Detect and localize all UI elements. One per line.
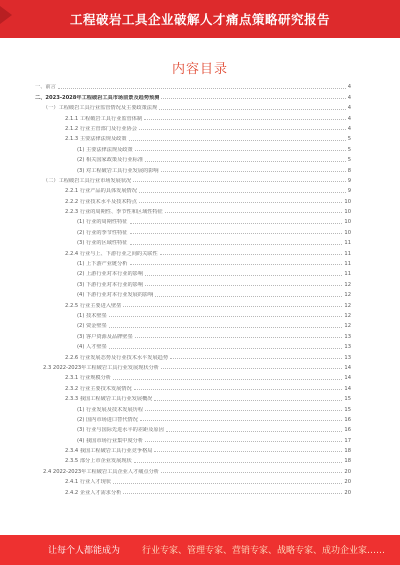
toc-entry-title: (3) 行业的区域性特征 (77, 240, 128, 247)
toc-entry-title: 二、2023-2028年工程破岩工具市场前景及趋势预测 (35, 94, 160, 101)
toc-entry-page: 11 (344, 271, 351, 278)
toc-entry-title: 2.3.3 我国工程破岩工具行业发展概况 (65, 396, 153, 403)
toc-leader-dots (139, 192, 346, 193)
footer-slogan (48, 543, 385, 556)
toc-entry-title: 2.3.4 我国工程破岩工具行业竞争格局 (65, 448, 153, 455)
toc-entry-title: 2.1.3 主要法律法规及政策 (65, 136, 127, 143)
toc-leader-dots (139, 202, 342, 203)
toc-entry-title: (3) 下游行业对本行业的影响 (77, 281, 144, 288)
toc-entry-title: (1) 行业的周期性特征 (77, 219, 128, 226)
toc-entry-page: 5 (347, 136, 351, 143)
toc-entry-title: (3) 客户资源及品牌壁垒 (77, 333, 133, 340)
toc-entry[interactable] (35, 319, 351, 329)
toc-entry-page: 8 (347, 167, 351, 174)
toc-entry-page: 18 (344, 448, 351, 455)
toc-leader-dots (140, 420, 343, 421)
toc-leader-dots (159, 109, 346, 110)
toc-entry[interactable] (35, 350, 351, 360)
toc-leader-dots (161, 98, 345, 99)
toc-entry-title: (4) 下游行业对本行业发展的影响 (77, 292, 154, 299)
toc-leader-dots (161, 472, 342, 473)
toc-entry[interactable] (35, 277, 351, 287)
toc-entry-page: 10 (344, 209, 351, 216)
toc-entry-title: 2.4 2022-2023年工程破岩工具企业人才痛点分析 (43, 468, 159, 475)
toc-entry[interactable] (35, 298, 351, 308)
toc-entry-page: 16 (344, 427, 351, 434)
toc-entry[interactable] (35, 361, 351, 371)
toc-entry[interactable] (35, 194, 351, 204)
toc-entry[interactable] (35, 236, 351, 246)
toc-entry-page: 14 (344, 375, 351, 382)
toc-entry[interactable] (35, 454, 351, 464)
toc-leader-dots (155, 296, 342, 297)
toc-entry[interactable] (35, 309, 351, 319)
toc-leader-dots (130, 244, 343, 245)
toc-entry-page: 14 (344, 364, 351, 371)
toc-entry-title: (3) 对工程破岩工具行业发展的影响 (77, 167, 159, 174)
toc-entry-page: 12 (344, 302, 351, 309)
toc-entry[interactable] (35, 205, 351, 215)
toc-leader-dots (166, 431, 343, 432)
toc-entry-page: 10 (344, 198, 351, 205)
toc-entry-page: 13 (344, 354, 351, 361)
toc-entry[interactable] (35, 132, 351, 142)
toc-entry-page: 9 (347, 177, 351, 184)
toc-leader-dots (139, 129, 346, 130)
toc-entry[interactable] (35, 329, 351, 339)
toc-entry-title: (2) 上游行业对本行业的影响 (77, 271, 144, 278)
toc-entry-page: 4 (347, 115, 351, 122)
toc-entry[interactable] (35, 174, 351, 184)
report-header (0, 0, 400, 38)
toc-leader-dots (144, 119, 346, 120)
toc-entry-title: 2.3 2022-2023年工程破岩工具行业发展现状分析 (43, 364, 159, 371)
toc-leader-dots (109, 348, 343, 349)
toc-leader-dots (145, 285, 342, 286)
toc-entry-title: (1) 上下游产业链分析 (77, 261, 128, 268)
toc-entry-page: 4 (347, 94, 351, 101)
toc-entry-page: 18 (344, 458, 351, 465)
toc-leader-dots (123, 306, 342, 307)
toc-entry-title: 2.2.1 行业产品的具体发展情况 (65, 188, 137, 195)
toc-entry[interactable] (35, 225, 351, 235)
toc-entry-title: 2.2.5 行业主要进入壁垒 (65, 302, 122, 309)
toc-leader-dots (134, 462, 343, 463)
toc-entry-page: 12 (344, 281, 351, 288)
toc-entry-page: 12 (344, 312, 351, 319)
toc-leader-dots (123, 493, 342, 494)
toc-entry-title: (2) 国内市场进口替代情况 (77, 416, 138, 423)
toc-entry[interactable] (35, 413, 351, 423)
toc-entry-title: 2.1.1 工程破岩工具行业监管体制 (65, 115, 143, 122)
toc-entry-page: 5 (347, 157, 351, 164)
toc-entry-title: (4) 人才壁垒 (77, 344, 107, 351)
toc-entry[interactable] (35, 485, 351, 495)
toc-leader-dots (154, 451, 342, 452)
toc-leader-dots (130, 233, 343, 234)
toc-leader-dots (145, 275, 342, 276)
toc-entry[interactable] (35, 142, 351, 152)
toc-entry[interactable] (35, 111, 351, 121)
toc-entry-page: 11 (344, 250, 351, 257)
toc-entry-page: 14 (344, 385, 351, 392)
toc-entry-page: 15 (344, 396, 351, 403)
toc-entry[interactable] (35, 381, 351, 391)
toc-entry-page: 16 (344, 416, 351, 423)
toc-entry-page: 11 (344, 240, 351, 247)
toc-entry-title: (2) 资金壁垒 (77, 323, 107, 330)
toc-leader-dots (135, 337, 343, 338)
toc-entry[interactable] (35, 340, 351, 350)
toc-entry-title: (2) 行业的季节性特征 (77, 229, 128, 236)
toc-entry-title: 2.2.2 行业技术水平及技术特点 (65, 198, 137, 205)
toc-leader-dots (161, 368, 342, 369)
toc-entry-page: 4 (347, 84, 351, 91)
toc-entry[interactable] (35, 153, 351, 163)
toc-entry-title: (1) 主要法律法规及政策 (77, 146, 133, 153)
toc-entry-title: (2) 相关国家政策及行业标准 (77, 157, 144, 164)
toc-entry[interactable] (35, 392, 351, 402)
toc-entry[interactable] (35, 184, 351, 194)
toc-entry[interactable] (35, 423, 351, 433)
toc-entry[interactable] (35, 288, 351, 298)
toc-entry-page: 10 (344, 229, 351, 236)
toc-leader-dots (58, 88, 346, 89)
toc-leader-dots (134, 389, 343, 390)
toc-leader-dots (129, 140, 346, 141)
footer-main-text: 让每个人都能成为 (48, 546, 121, 556)
toc-entry-page: 12 (344, 323, 351, 330)
toc-entry-page: 20 (344, 489, 351, 496)
toc-entry-title: 2.4.1 行业人才现状 (65, 479, 111, 486)
toc-entry-title: 一、前言 (35, 84, 56, 91)
toc-entry-title: (3) 行业与国际先进水平的差距及原因 (77, 427, 164, 434)
toc-entry-title: (4) 我国市场行业集中度分析 (77, 437, 144, 444)
toc-leader-dots (145, 410, 342, 411)
toc-title: 内容目录 (171, 62, 228, 77)
toc-entry-page: 20 (344, 468, 351, 475)
toc-entry-title: (1) 技术壁垒 (77, 312, 107, 319)
toc-entry-title: 2.2.4 行业与上、下游行业之间的关联性 (65, 250, 158, 257)
toc-entry[interactable] (35, 444, 351, 454)
toc-entry[interactable] (35, 163, 351, 173)
toc-entry-title: 2.2.3 行业的周期性、季节性和区域性特征 (65, 209, 163, 216)
toc-entry-title: 2.3.5 部分上市企业发展现状 (65, 458, 132, 465)
toc-entry[interactable] (35, 101, 351, 111)
toc-leader-dots (135, 150, 346, 151)
toc-entry-title: 2.3.1 行业规模分析 (65, 375, 111, 382)
toc-leader-dots (145, 441, 342, 442)
toc-entry-page: 15 (344, 406, 351, 413)
toc-entry-page: 4 (347, 105, 351, 112)
toc-entry-title: 2.3.2 行业主要技术发展情况 (65, 385, 132, 392)
toc-entry[interactable] (35, 90, 351, 100)
toc-entry-page: 20 (344, 479, 351, 486)
toc-entry[interactable] (35, 464, 351, 474)
toc-leader-dots (133, 181, 345, 182)
table-of-contents (35, 80, 351, 496)
toc-entry[interactable] (35, 371, 351, 381)
toc-leader-dots (145, 161, 346, 162)
toc-entry[interactable] (35, 433, 351, 443)
toc-entry[interactable] (35, 257, 351, 267)
toc-entry-page: 17 (344, 437, 351, 444)
toc-entry[interactable] (35, 475, 351, 485)
toc-entry-page: 13 (344, 344, 351, 351)
toc-leader-dots (160, 254, 343, 255)
toc-leader-dots (109, 316, 343, 317)
toc-leader-dots (130, 223, 343, 224)
toc-entry[interactable] (35, 122, 351, 132)
toc-entry[interactable] (35, 402, 351, 412)
toc-leader-dots (170, 358, 342, 359)
toc-entry-title: （二）工程破岩工具行业市场发展状况 (43, 177, 132, 184)
toc-leader-dots (130, 264, 343, 265)
report-title: 工程破岩工具企业破解人才痛点策略研究报告 (69, 12, 330, 27)
toc-leader-dots (113, 379, 342, 380)
toc-entry-page: 10 (344, 219, 351, 226)
footer-sub-text: 行业专家、管理专家、营销专家、战略专家、成功企业家…… (142, 546, 386, 556)
toc-entry-page: 4 (347, 125, 351, 132)
toc-leader-dots (161, 171, 346, 172)
toc-entry-page: 11 (344, 261, 351, 268)
toc-entry-title: 2.1.2 行业主管部门及行业协会 (65, 125, 137, 132)
toc-entry-page: 9 (347, 188, 351, 195)
toc-leader-dots (154, 400, 342, 401)
toc-leader-dots (113, 483, 342, 484)
toc-entry-title: 2.4.2 企业人才需求分析 (65, 489, 122, 496)
toc-entry[interactable] (35, 80, 351, 90)
toc-entry-page: 13 (344, 333, 351, 340)
toc-entry-title: (1) 行业发展及技术发展历程 (77, 406, 144, 413)
toc-entry-title: 2.2.6 行业发展态势及行业技术水平发展趋势 (65, 354, 169, 361)
toc-entry[interactable] (35, 215, 351, 225)
toc-leader-dots (165, 212, 343, 213)
toc-entry-title: （一）工程破岩工具行业监管情况及主要政策法规 (43, 105, 158, 112)
toc-leader-dots (109, 327, 343, 328)
report-footer (0, 535, 400, 565)
toc-entry-page: 12 (344, 292, 351, 299)
toc-entry[interactable] (35, 246, 351, 256)
toc-entry-page: 5 (347, 146, 351, 153)
toc-entry[interactable] (35, 267, 351, 277)
